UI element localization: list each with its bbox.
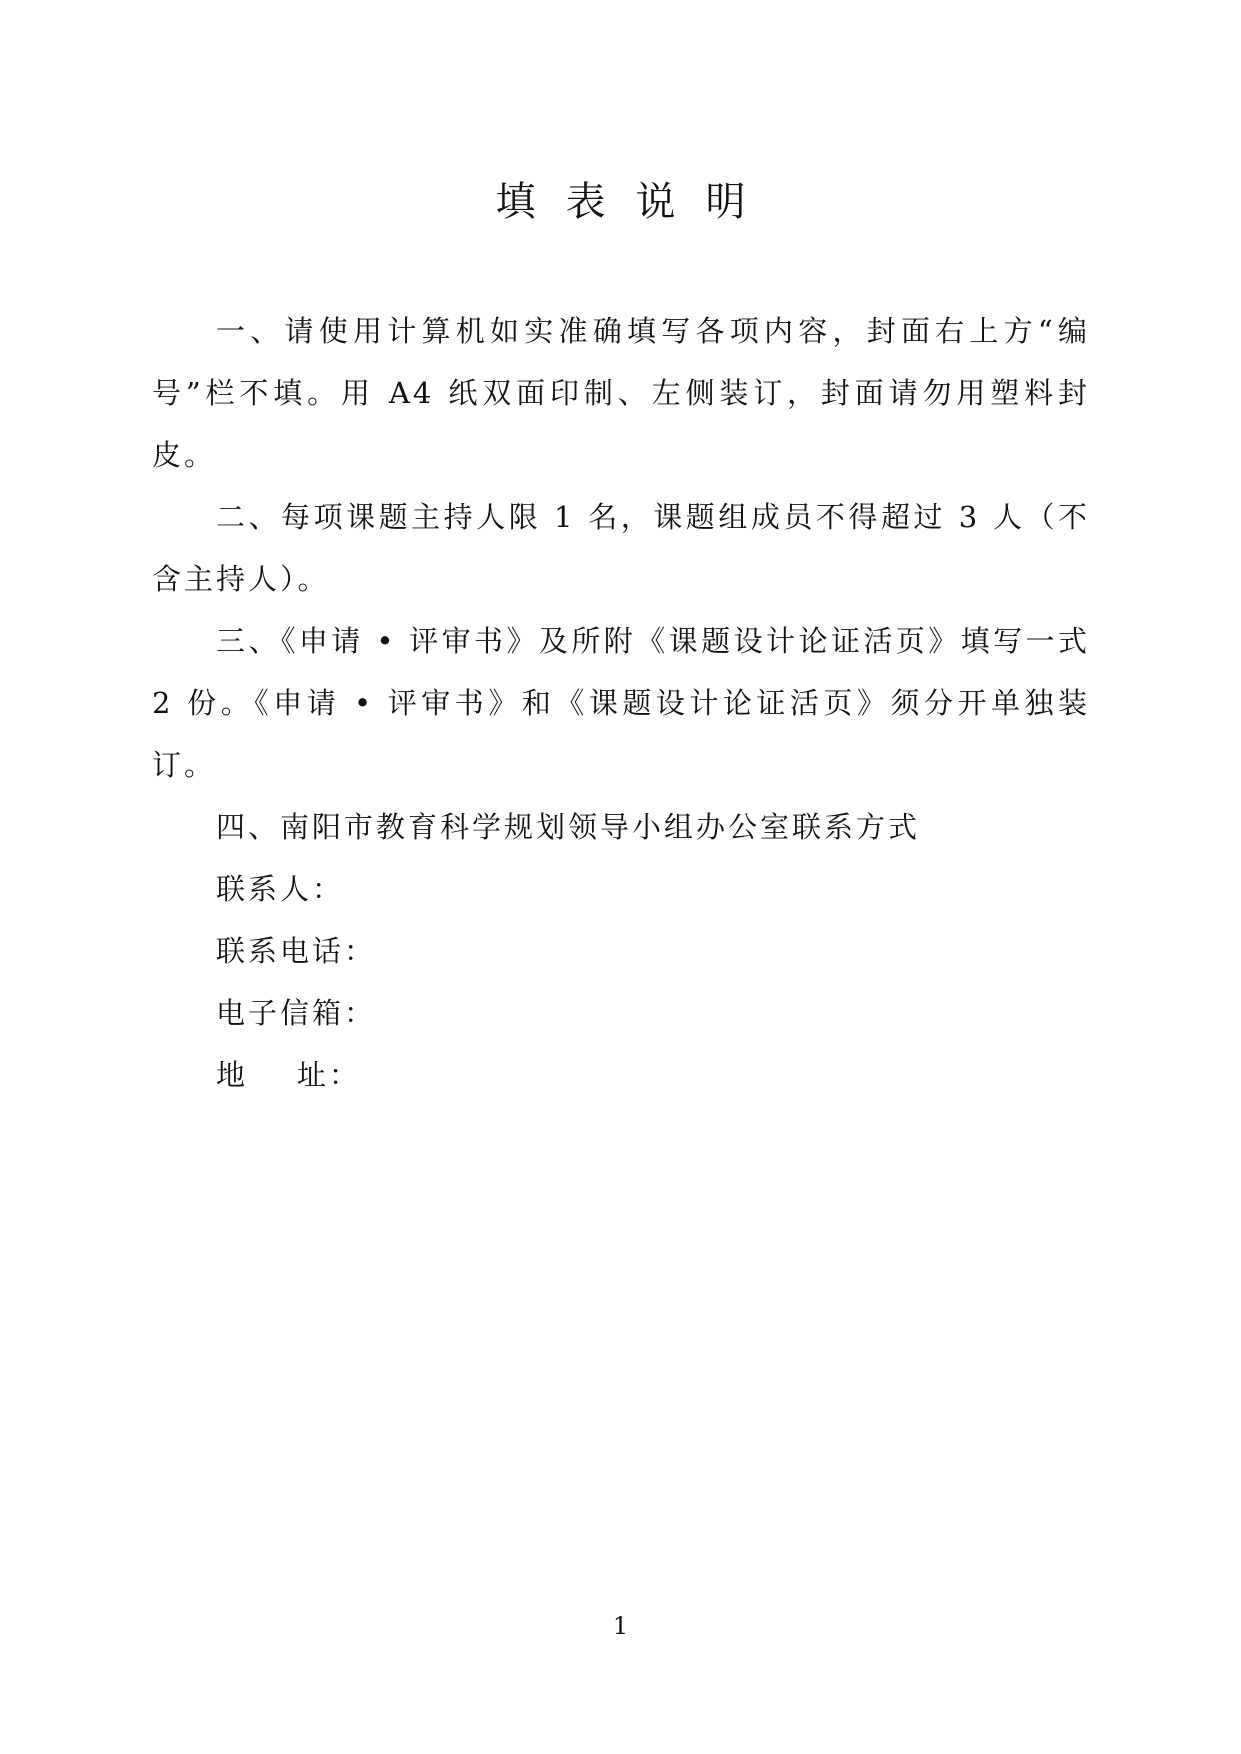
page-number: 1 <box>612 1612 629 1640</box>
instruction-item-3: 三、《申请 • 评审书》及所附《课题设计论证活页》填写一式 2 份。《申请 • 评审书》和《课题设计论证活页》须分开单独装订。 <box>152 624 1090 782</box>
instruction-item-1: 一、请使用计算机如实准确填写各项内容，封面右上方“编号”栏不填。用 A4 纸双面印制、左侧装订，封面请勿用塑料封皮。 <box>152 314 1090 472</box>
instruction-item-2: 二、每项课题主持人限 1 名，课题组成员不得超过 3 人（不含主持人）。 <box>152 500 1090 596</box>
contact-email-label: 电子信箱： <box>216 996 377 1030</box>
instructions-body <box>152 300 1090 1106</box>
contact-phone-label: 联系电话： <box>216 934 377 968</box>
page-title: 填表说明 <box>495 179 776 225</box>
instruction-item-4: 四、南阳市教育科学规划领导小组办公室联系方式 <box>216 810 921 844</box>
contact-person-label: 联系人： <box>216 872 345 906</box>
contact-address-label: 地 址： <box>216 1058 361 1092</box>
